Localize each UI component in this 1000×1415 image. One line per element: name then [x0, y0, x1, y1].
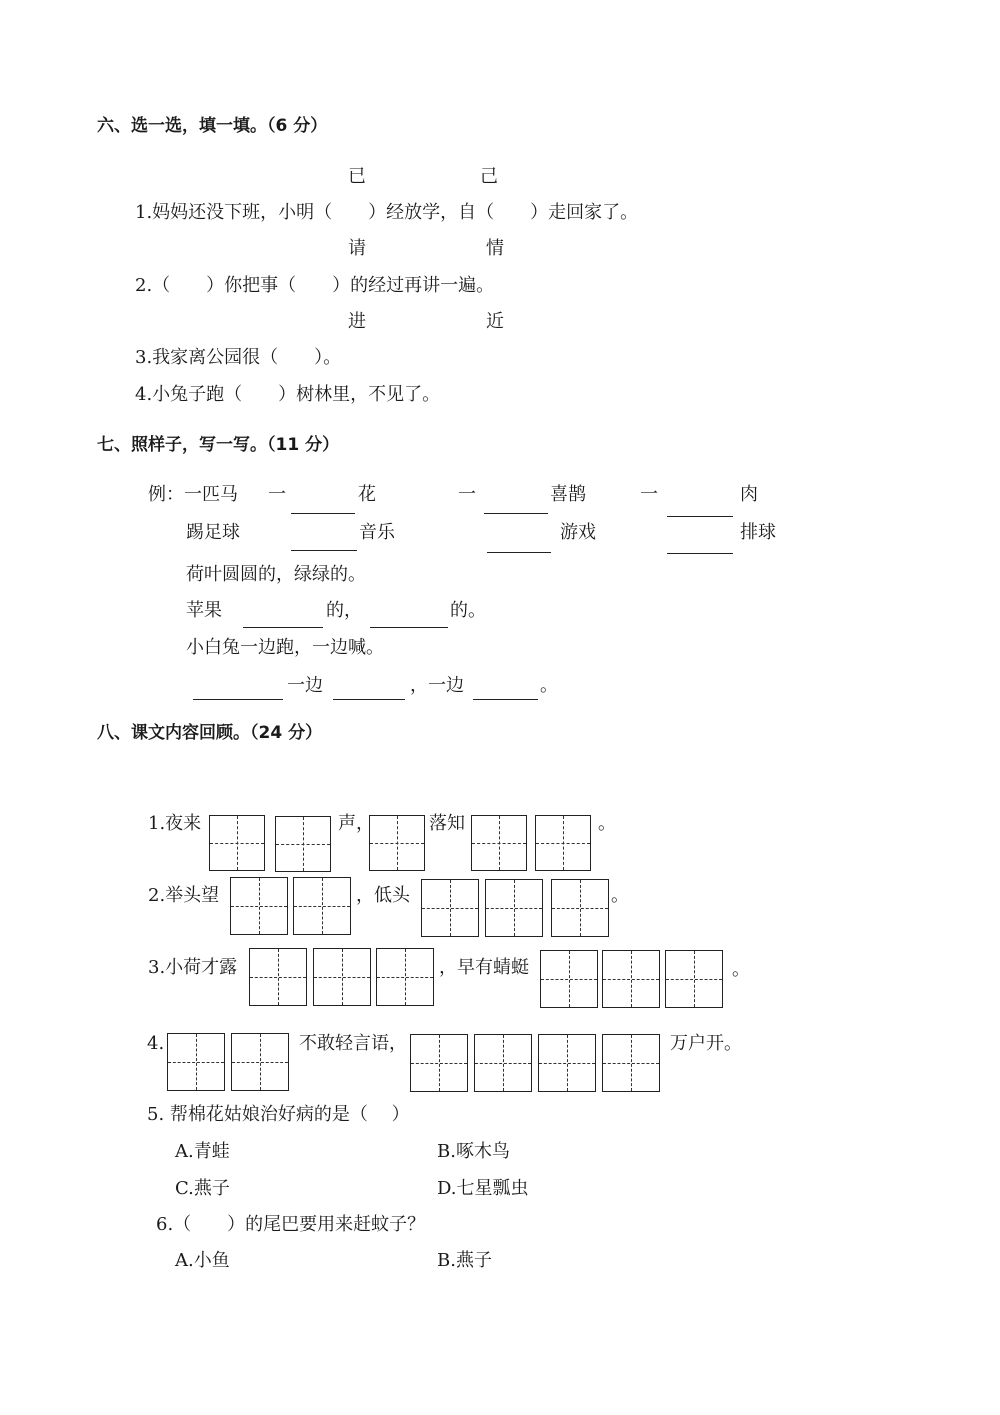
writing-grid-box[interactable] — [249, 948, 307, 1006]
noun-word: 肉 — [740, 484, 758, 505]
option-b: B.啄木鸟 — [437, 1141, 510, 1162]
writing-grid-box[interactable] — [369, 815, 425, 871]
poem-line-4-end: 万户开。 — [670, 1033, 742, 1054]
writing-grid-box[interactable] — [376, 948, 434, 1006]
noun-word: 花 — [358, 484, 376, 505]
char-option: 进 — [348, 311, 366, 332]
writing-grid-box[interactable] — [275, 816, 331, 872]
answer-blank[interactable] — [473, 699, 538, 700]
writing-grid-box[interactable] — [551, 879, 609, 937]
answer-blank[interactable] — [291, 550, 357, 551]
poem-line-1-start: 1.夜来 — [148, 813, 202, 834]
question-6-1: 1.妈妈还没下班，小明（ ）经放学，自（ ）走回家了。 — [135, 202, 639, 223]
writing-grid-box[interactable] — [231, 1033, 289, 1091]
option-c: C.燕子 — [175, 1178, 230, 1199]
question-8-5: 5. 帮棉花姑娘治好病的是（ ） — [147, 1104, 410, 1125]
question-6-3: 3.我家离公园很（ ）。 — [135, 347, 342, 368]
writing-grid-box[interactable] — [602, 950, 660, 1008]
writing-grid-box[interactable] — [485, 879, 543, 937]
writing-grid-box[interactable] — [665, 950, 723, 1008]
answer-blank[interactable] — [667, 516, 733, 517]
answer-blank[interactable] — [487, 552, 551, 553]
poem-line-1-mid: 声， — [338, 813, 374, 834]
answer-blank[interactable] — [333, 699, 405, 700]
section-8-title: 八、课文内容回顾。（24 分） — [97, 723, 323, 743]
writing-grid-box[interactable] — [540, 950, 598, 1008]
noun-word: 音乐 — [359, 522, 395, 543]
char-option: 已 — [348, 166, 366, 187]
poem-line-2-start: 2.举头望 — [148, 885, 220, 906]
question-6-2: 2.（ ）你把事（ ）的经过再讲一遍。 — [135, 275, 495, 296]
noun-word: 游戏 — [560, 522, 596, 543]
sentence-part: 的。 — [450, 600, 486, 621]
writing-grid-box[interactable] — [230, 877, 288, 935]
char-option: 请 — [348, 238, 366, 259]
char-option: 情 — [486, 238, 504, 259]
writing-grid-box[interactable] — [421, 879, 479, 937]
answer-blank[interactable] — [193, 699, 283, 700]
example-sentence: 荷叶圆圆的，绿绿的。 — [186, 564, 366, 585]
sentence-part: 。 — [540, 675, 558, 696]
writing-grid-box[interactable] — [602, 1034, 660, 1092]
question-6-4: 4.小兔子跑（ ）树林里，不见了。 — [135, 384, 441, 405]
answer-blank[interactable] — [243, 627, 323, 628]
option-a: A.青蛙 — [175, 1141, 230, 1162]
measure-word-one: 一 — [640, 484, 658, 505]
option-a: A.小鱼 — [175, 1250, 230, 1271]
char-option: 近 — [486, 311, 504, 332]
writing-grid-box[interactable] — [538, 1034, 596, 1092]
answer-blank[interactable] — [291, 513, 355, 514]
poem-line-4-start: 4. — [147, 1033, 165, 1054]
sentence-part: 的， — [326, 600, 362, 621]
poem-line-1-end: 。 — [598, 813, 616, 834]
option-d: D.七星瓢虫 — [437, 1178, 529, 1199]
writing-grid-box[interactable] — [535, 815, 591, 871]
noun-word: 排球 — [740, 522, 776, 543]
sentence-part: 一边 — [287, 675, 323, 696]
poem-line-2-mid: ，低头 — [356, 885, 410, 906]
writing-grid-box[interactable] — [167, 1033, 225, 1091]
measure-word-one: 一 — [268, 484, 286, 505]
sentence-start: 苹果 — [186, 600, 222, 621]
writing-grid-box[interactable] — [410, 1034, 468, 1092]
answer-blank[interactable] — [484, 513, 548, 514]
sentence-part: ，一边 — [410, 675, 464, 696]
answer-blank[interactable] — [667, 553, 733, 554]
verb-phrase: 踢足球 — [186, 522, 240, 543]
writing-grid-box[interactable] — [474, 1034, 532, 1092]
example-sentence: 小白兔一边跑，一边喊。 — [186, 637, 384, 658]
example-label: 例：一匹马 — [148, 484, 238, 505]
writing-grid-box[interactable] — [471, 815, 527, 871]
poem-line-1-mid2: 落知 — [429, 813, 465, 834]
poem-line-4-mid: 不敢轻言语， — [299, 1033, 407, 1054]
poem-line-3-mid: ，早有蜻蜓 — [439, 957, 529, 978]
writing-grid-box[interactable] — [293, 877, 351, 935]
writing-grid-box[interactable] — [313, 948, 371, 1006]
noun-word: 喜鹊 — [550, 484, 586, 505]
option-b: B.燕子 — [437, 1250, 492, 1271]
writing-grid-box[interactable] — [209, 815, 265, 871]
answer-blank[interactable] — [370, 627, 448, 628]
measure-word-one: 一 — [458, 484, 476, 505]
poem-line-3-end: 。 — [732, 959, 750, 980]
question-8-6: 6.（ ）的尾巴要用来赶蚊子？ — [156, 1214, 426, 1235]
char-option: 己 — [480, 166, 498, 187]
poem-line-2-end: 。 — [611, 885, 629, 906]
poem-line-3-start: 3.小荷才露 — [148, 957, 238, 978]
section-7-title: 七、照样子，写一写。（11 分） — [97, 435, 340, 455]
section-6-title: 六、选一选，填一填。（6 分） — [97, 116, 328, 136]
